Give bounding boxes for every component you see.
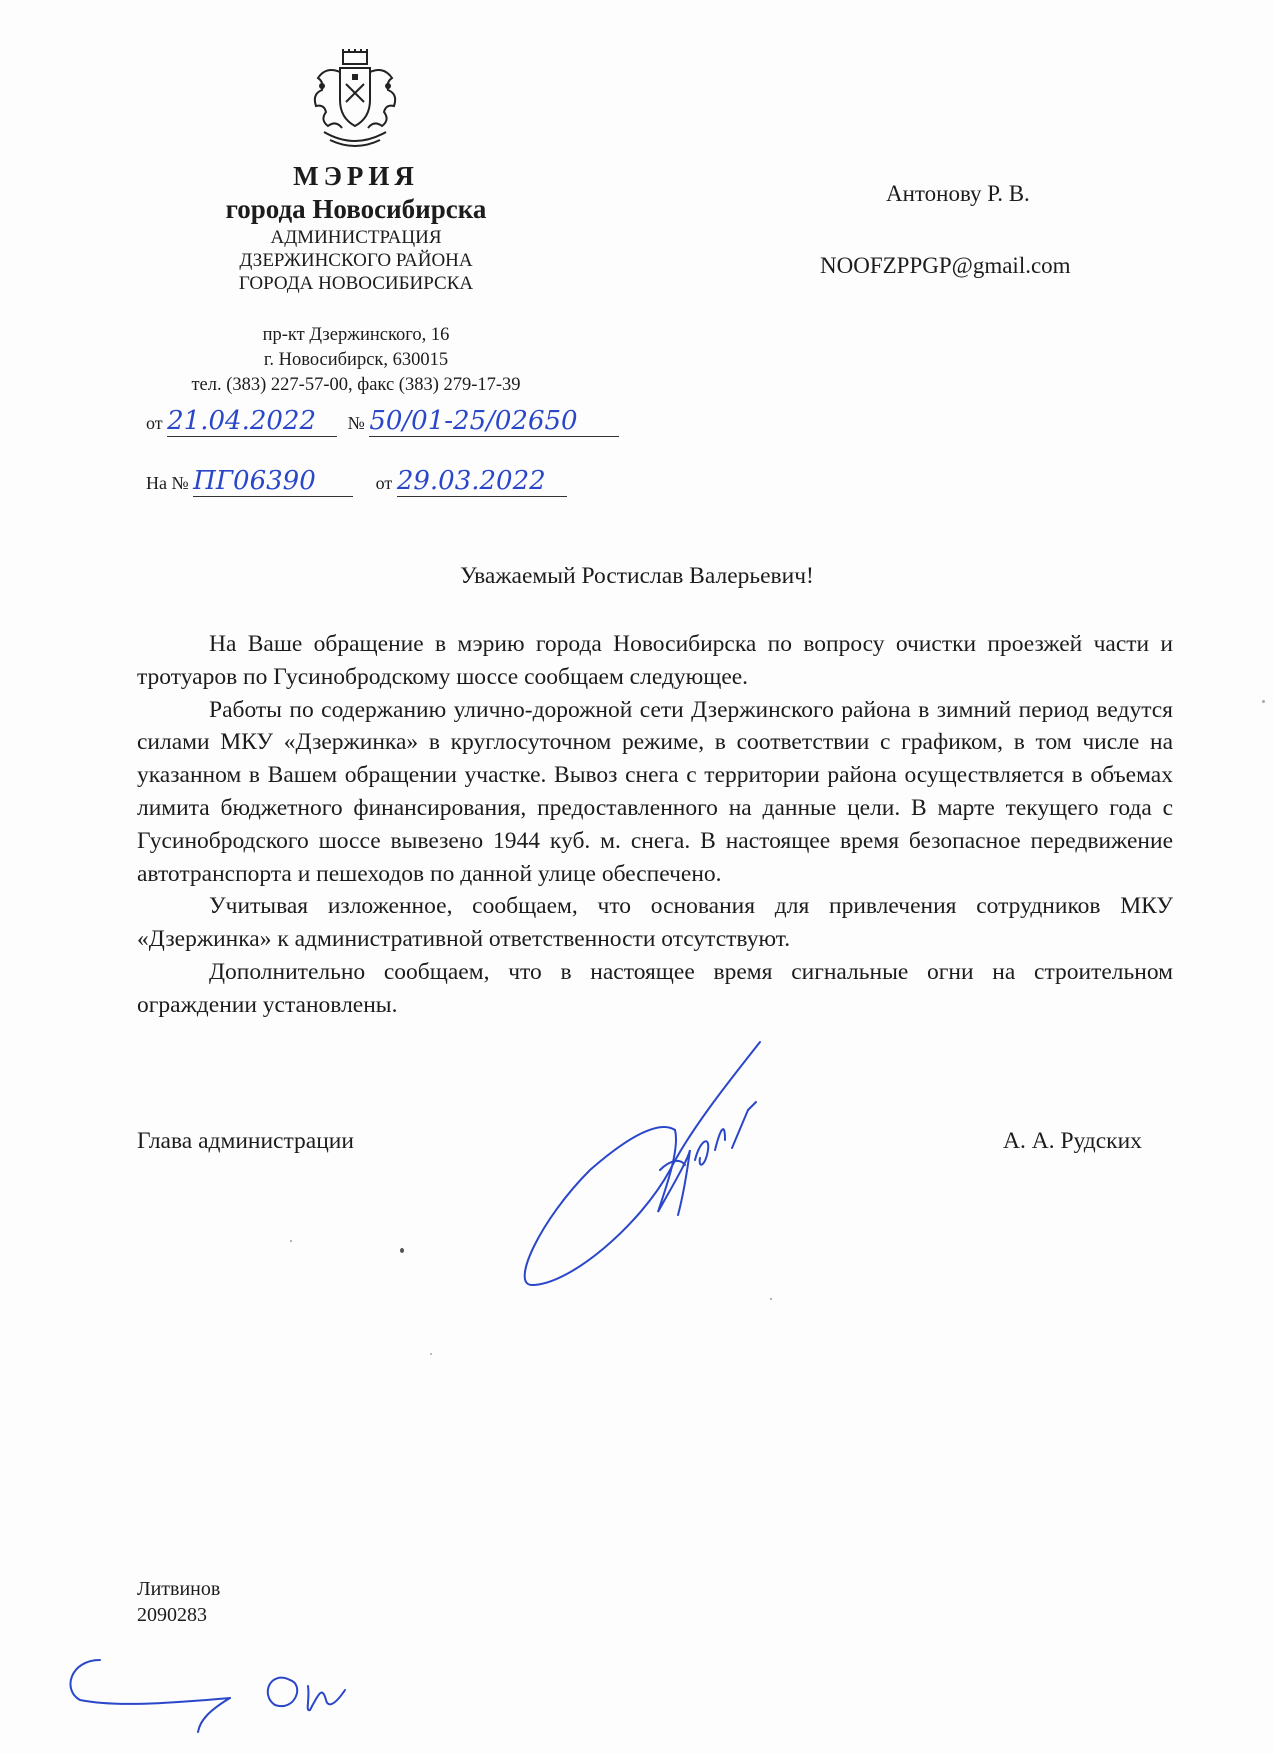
executor-phone: 2090283 xyxy=(137,1604,207,1626)
outgoing-registration xyxy=(146,406,619,437)
reply-date: 29.03.2022 xyxy=(397,466,567,497)
reply-label: На № xyxy=(146,473,189,493)
scan-speck xyxy=(770,1298,772,1300)
org-address xyxy=(130,323,582,398)
paragraph: На Ваше обращение в мэрию города Новосибирска по вопросу очистки проезжей части и тротуаров по Гусинобродскому шоссе сообщаем следующее. xyxy=(137,631,1173,690)
paragraph: Работы по содержанию улично-дорожной сети Дзержинского района в зимний период ведутся силами МКУ «Дзержинка» в круглосуточном режиме, в соответствии с графиком, в том числе на указанном в Вашем обращении участке. Вывоз снега с территории района осуществляется в объемах лимита бюджетного финансирования, предоставленного на данные цели. В марте текущего года с Гусинобродского шоссе вывезено 1944 куб. м. снега. В настоящее время безопасное передвижение автотранспорта и пешеходов по данной улице обеспечено. xyxy=(137,696,1173,887)
executor-name: Литвинов xyxy=(137,1578,221,1600)
address-street: пр-кт Дзержинского, 16 xyxy=(262,325,450,345)
scan-speck xyxy=(290,1240,292,1242)
org-city: города Новосибирска xyxy=(225,194,487,224)
executor-info xyxy=(137,1576,220,1628)
signatory-title: Глава администрации xyxy=(137,1128,354,1154)
signatory-name: А. А. Рудских xyxy=(1003,1128,1142,1154)
handwritten-initials xyxy=(60,1650,370,1740)
paragraph: Учитывая изложенное, сообщаем, что основания для привлечения сотрудников МКУ «Дзержинка» к административной ответственности отсутствуют. xyxy=(137,893,1173,953)
admin-line-1: АДМИНИСТРАЦИЯ xyxy=(270,227,442,248)
incoming-registration xyxy=(146,466,567,497)
letter-body xyxy=(137,628,1173,1022)
number-label: № xyxy=(347,413,365,433)
addressee-name: Антонову Р. В. xyxy=(886,181,1030,206)
addressee-email: NOOFZPPGP@gmail.com xyxy=(820,253,1071,278)
scan-speck xyxy=(1262,700,1265,703)
letterhead xyxy=(130,160,582,295)
paragraph: Дополнительно сообщаем, что в настоящее время сигнальные огни на строительном ограждении установлены. xyxy=(137,958,1173,1018)
admin-line-2: ДЗЕРЖИНСКОГО РАЙОНА xyxy=(239,250,473,271)
admin-line-3: ГОРОДА НОВОСИБИРСКА xyxy=(238,273,474,294)
reply-from-label: от xyxy=(375,473,393,493)
outgoing-date: 21.04.2022 xyxy=(167,406,337,437)
scan-speck xyxy=(400,1248,404,1253)
outgoing-number: 50/01-25/02650 xyxy=(369,406,619,437)
address-city: г. Новосибирск, 630015 xyxy=(263,350,449,370)
handwritten-signature xyxy=(510,1040,840,1290)
org-name: МЭРИЯ xyxy=(293,161,419,191)
from-label: от xyxy=(146,413,163,433)
address-phone: тел. (383) 227-57-00, факс (383) 279-17-39 xyxy=(191,375,521,395)
scan-speck xyxy=(430,1353,432,1355)
city-coat-of-arms-emblem xyxy=(310,48,400,158)
greeting: Уважаемый Ростислав Валерьевич! xyxy=(460,563,814,589)
reply-number: ПГ06390 xyxy=(193,466,353,497)
